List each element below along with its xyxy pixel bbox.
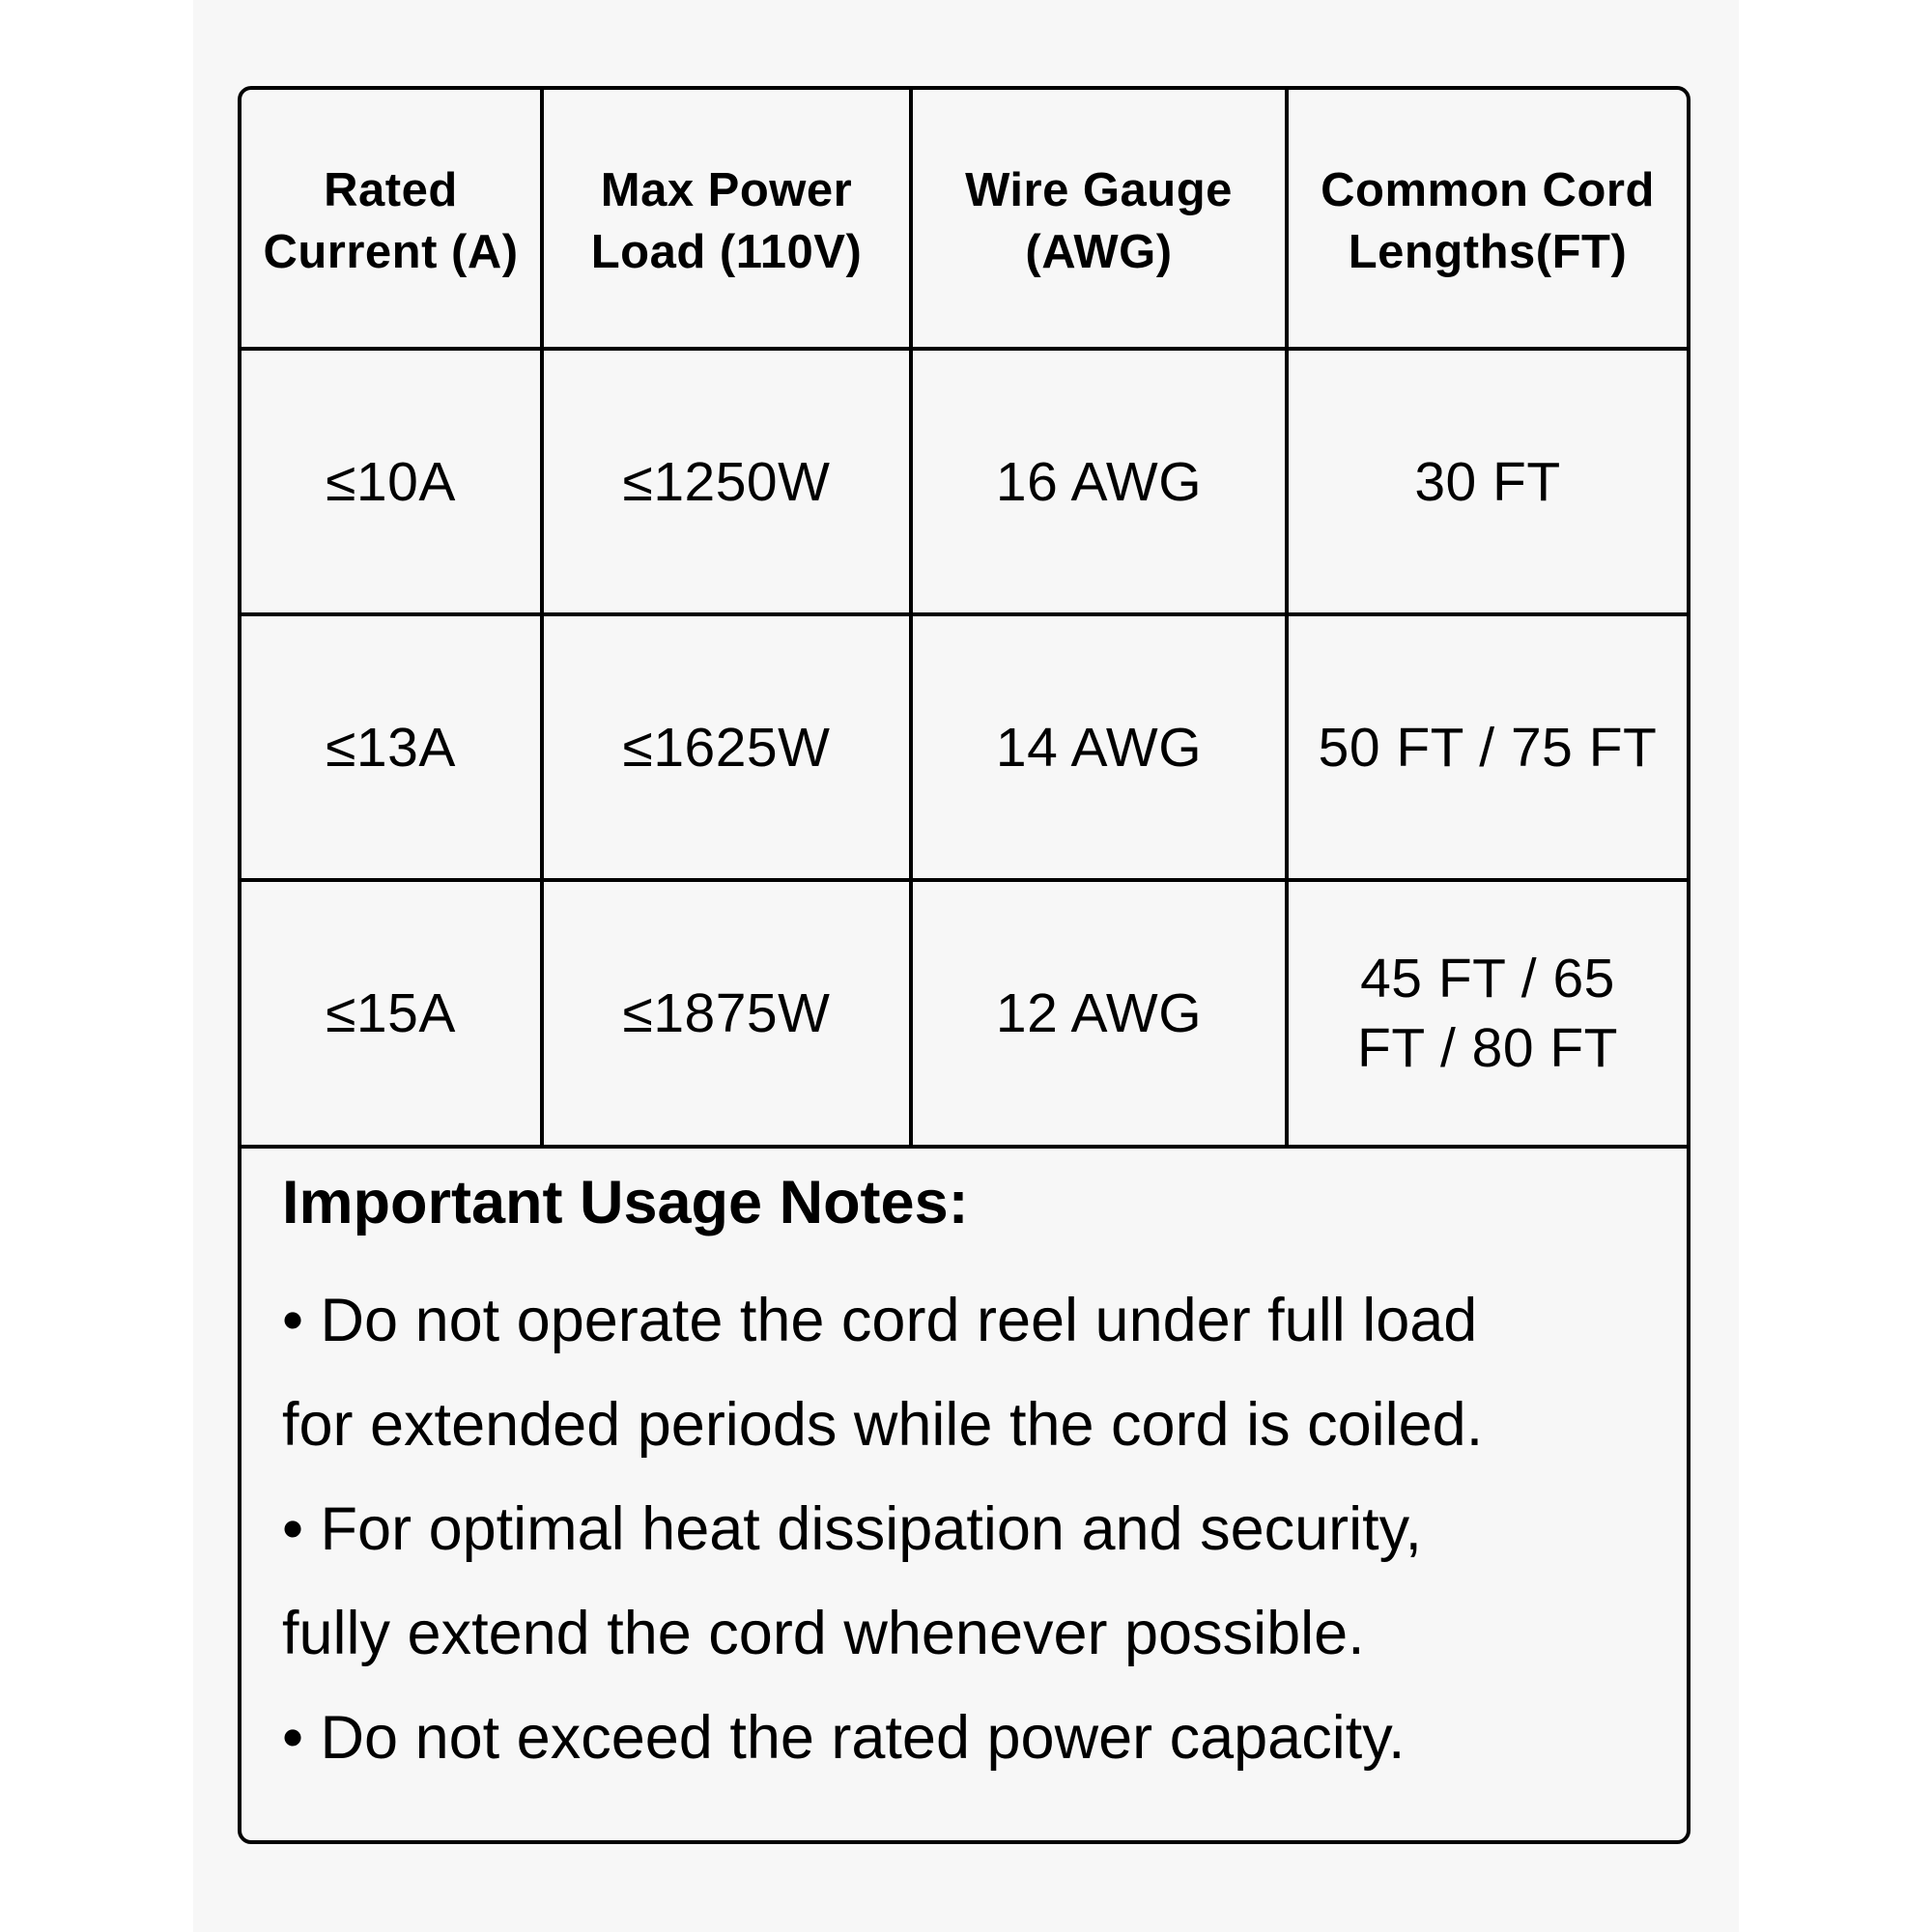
- header-line: Lengths(FT): [1348, 226, 1628, 278]
- cell-cord-lengths: [1287, 349, 1687, 614]
- cell-max-power: ≤1250W: [542, 349, 911, 614]
- spec-card: [238, 86, 1690, 1844]
- header-max-power-load: [542, 90, 911, 349]
- cell-rated-current: ≤13A: [242, 614, 542, 880]
- cell-line: FT / 80 FT: [1357, 1017, 1618, 1079]
- note-line: for extended periods while the cord is coiled.: [282, 1391, 1484, 1459]
- cell-wire-gauge: 16 AWG: [911, 349, 1287, 614]
- cell-max-power: ≤1625W: [542, 614, 911, 880]
- cell-line: 50 FT / 75 FT: [1318, 716, 1658, 779]
- cell-cord-lengths: [1287, 880, 1687, 1147]
- header-wire-gauge: [911, 90, 1287, 349]
- header-line: Current (A): [263, 226, 519, 278]
- cell-wire-gauge: 14 AWG: [911, 614, 1287, 880]
- header-line: Wire Gauge: [965, 164, 1233, 216]
- cell-rated-current: ≤10A: [242, 349, 542, 614]
- cell-max-power: ≤1875W: [542, 880, 911, 1147]
- note-line: • Do not operate the cord reel under full load: [282, 1287, 1478, 1354]
- table-row: [242, 349, 1687, 614]
- header-rated-current: [242, 90, 542, 349]
- notes-title: Important Usage Notes:: [282, 1169, 969, 1236]
- cell-line: 45 FT / 65: [1360, 948, 1615, 1009]
- usage-notes: [282, 1164, 1654, 1790]
- header-cord-lengths: [1287, 90, 1687, 349]
- spec-table: [242, 90, 1687, 1149]
- cell-wire-gauge: 12 AWG: [911, 880, 1287, 1147]
- note-line: fully extend the cord whenever possible.: [282, 1600, 1365, 1667]
- header-line: Max Power: [600, 164, 853, 216]
- header-line: Common Cord: [1321, 164, 1655, 216]
- cell-line: 30 FT: [1414, 450, 1561, 513]
- header-line: Rated: [324, 164, 458, 216]
- cell-cord-lengths: [1287, 614, 1687, 880]
- note-line: • Do not exceed the rated power capacity.: [282, 1704, 1406, 1772]
- header-line: (AWG): [1025, 226, 1173, 278]
- note-line: • For optimal heat dissipation and security,: [282, 1495, 1422, 1563]
- table-row: [242, 614, 1687, 880]
- cell-rated-current: ≤15A: [242, 880, 542, 1147]
- table-header-row: [242, 90, 1687, 349]
- header-line: Load (110V): [590, 226, 863, 278]
- table-row: [242, 880, 1687, 1147]
